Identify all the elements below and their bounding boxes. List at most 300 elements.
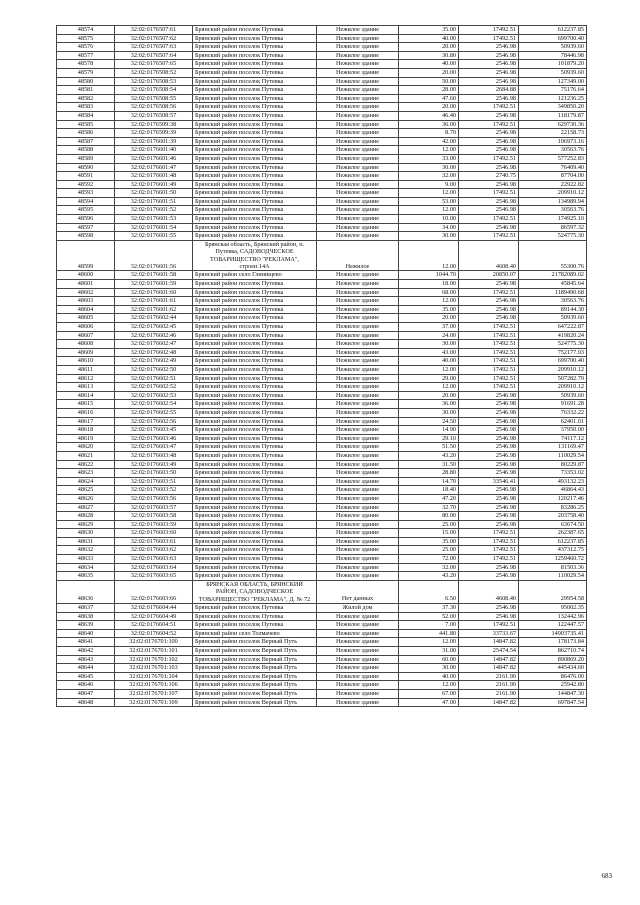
- area-cell: 67.00: [399, 690, 459, 699]
- table-row: [57, 120, 587, 129]
- table-row: [57, 240, 587, 271]
- cadastral-number-cell: 32:02:0176509:39: [115, 129, 193, 138]
- table-row: [57, 494, 587, 503]
- cadastral-value-cell: 524775.30: [519, 340, 587, 349]
- cadastral-number-cell: 32:02:0176604:44: [115, 604, 193, 613]
- table-row: [57, 391, 587, 400]
- object-type-cell: Нежилое здание: [317, 206, 399, 215]
- area-cell: 32.00: [399, 172, 459, 181]
- table-row: [57, 172, 587, 181]
- cadastral-value-cell: 30563.76: [519, 206, 587, 215]
- rate-cell: 17492.51: [459, 555, 519, 564]
- table-row: [57, 163, 587, 172]
- table-row: [57, 43, 587, 52]
- cadastral-number-cell: 32:02:0176602:54: [115, 400, 193, 409]
- row-number-cell: 48639: [57, 621, 115, 630]
- address-cell: Брянский район поселок Путевка: [193, 137, 317, 146]
- table-row: [57, 314, 587, 323]
- cadastral-value-cell: 131169.47: [519, 443, 587, 452]
- row-number-cell: 48595: [57, 206, 115, 215]
- cadastral-number-cell: 32:02:0176601:51: [115, 197, 193, 206]
- cadastral-number-cell: 32:02:0176701:100: [115, 638, 193, 647]
- address-cell: Брянский район поселок Путевка: [193, 400, 317, 409]
- cadastral-number-cell: 32:02:0176601:54: [115, 223, 193, 232]
- area-cell: 47.60: [399, 94, 459, 103]
- area-cell: 32.70: [399, 503, 459, 512]
- cadastral-number-cell: 32:02:0176507:65: [115, 60, 193, 69]
- area-cell: 34.00: [399, 223, 459, 232]
- cadastral-value-cell: 262387.65: [519, 529, 587, 538]
- address-cell: Брянский район поселок Верный Путь: [193, 690, 317, 699]
- rate-cell: 2546.98: [459, 612, 519, 621]
- rate-cell: 2546.98: [459, 314, 519, 323]
- row-number-cell: 48641: [57, 638, 115, 647]
- area-cell: 7.00: [399, 621, 459, 630]
- address-cell: Брянский район поселок Путевка: [193, 494, 317, 503]
- cadastral-value-cell: 524775.30: [519, 232, 587, 241]
- rate-cell: 17492.51: [459, 529, 519, 538]
- rate-cell: 2546.98: [459, 60, 519, 69]
- table-row: [57, 232, 587, 241]
- cadastral-number-cell: 32:02:0176601:52: [115, 206, 193, 215]
- row-number-cell: 48575: [57, 34, 115, 43]
- row-number-cell: 48621: [57, 451, 115, 460]
- area-cell: 72.00: [399, 555, 459, 564]
- area-cell: 37.00: [399, 323, 459, 332]
- rate-cell: 2546.98: [459, 408, 519, 417]
- table-row: [57, 383, 587, 392]
- cadastral-number-cell: 32:02:0176508:55: [115, 94, 193, 103]
- table-row: [57, 655, 587, 664]
- cadastral-value-cell: 63674.50: [519, 520, 587, 529]
- row-number-cell: 48643: [57, 655, 115, 664]
- object-type-cell: Нежилое здание: [317, 232, 399, 241]
- cadastral-value-cell: 37950.00: [519, 426, 587, 435]
- table-row: [57, 400, 587, 409]
- area-cell: 30.00: [399, 340, 459, 349]
- row-number-cell: 48599: [57, 240, 115, 271]
- rate-cell: 14847.82: [459, 655, 519, 664]
- cadastral-value-cell: 612237.85: [519, 537, 587, 546]
- table-row: [57, 572, 587, 581]
- table-row: [57, 146, 587, 155]
- address-cell: Брянский район поселок Путевка: [193, 197, 317, 206]
- cadastral-number-cell: 32:02:0176602:46: [115, 331, 193, 340]
- area-cell: 24.50: [399, 417, 459, 426]
- rate-cell: 2546.98: [459, 460, 519, 469]
- table-row: [57, 189, 587, 198]
- cadastral-value-cell: 122447.57: [519, 621, 587, 630]
- area-cell: 20.00: [399, 391, 459, 400]
- table-row: [57, 529, 587, 538]
- row-number-cell: 48576: [57, 43, 115, 52]
- table-row: [57, 223, 587, 232]
- rate-cell: 2546.98: [459, 391, 519, 400]
- area-cell: 40.00: [399, 34, 459, 43]
- area-cell: 24.00: [399, 331, 459, 340]
- rate-cell: 2546.98: [459, 494, 519, 503]
- cadastral-value-cell: 14903735.41: [519, 629, 587, 638]
- rate-cell: 33546.41: [459, 477, 519, 486]
- cadastral-number-cell: 32:02:0176602:45: [115, 323, 193, 332]
- rate-cell: 2546.98: [459, 197, 519, 206]
- cadastral-value-cell: 120217.46: [519, 494, 587, 503]
- rate-cell: 20850.07: [459, 271, 519, 280]
- rate-cell: 17492.51: [459, 366, 519, 375]
- rate-cell: 17492.51: [459, 340, 519, 349]
- object-type-cell: Нежилое здание: [317, 655, 399, 664]
- address-cell: Брянский район поселок Путевка: [193, 43, 317, 52]
- object-type-cell: Нежилое здание: [317, 486, 399, 495]
- address-cell: Брянский район поселок Путевка: [193, 555, 317, 564]
- cadastral-value-cell: 73353.02: [519, 469, 587, 478]
- cadastral-number-cell: 32:02:0176602:51: [115, 374, 193, 383]
- cadastral-value-cell: 45845.64: [519, 280, 587, 289]
- rate-cell: 17492.51: [459, 621, 519, 630]
- area-cell: 14.70: [399, 477, 459, 486]
- cadastral-number-cell: 32:02:0176508:57: [115, 111, 193, 120]
- row-number-cell: 48615: [57, 400, 115, 409]
- row-number-cell: 48624: [57, 477, 115, 486]
- cadastral-number-cell: 32:02:0176601:56: [115, 240, 193, 271]
- area-cell: 51.50: [399, 443, 459, 452]
- cadastral-value-cell: 78446.98: [519, 51, 587, 60]
- table-row: [57, 612, 587, 621]
- cadastral-value-cell: 127349.00: [519, 77, 587, 86]
- area-cell: 30.00: [399, 408, 459, 417]
- row-number-cell: 48603: [57, 297, 115, 306]
- cadastral-number-cell: 32:02:0176603:46: [115, 434, 193, 443]
- row-number-cell: 48627: [57, 503, 115, 512]
- table-row: [57, 60, 587, 69]
- area-cell: 50.00: [399, 77, 459, 86]
- cadastral-number-cell: 32:02:0176602:48: [115, 348, 193, 357]
- row-number-cell: 48635: [57, 572, 115, 581]
- area-cell: 43.20: [399, 451, 459, 460]
- cadastral-value-cell: 110029.54: [519, 572, 587, 581]
- rate-cell: 2546.98: [459, 400, 519, 409]
- address-cell: Брянский район поселок Путевка: [193, 408, 317, 417]
- area-cell: 20.00: [399, 103, 459, 112]
- cadastral-value-cell: 50939.60: [519, 68, 587, 77]
- rate-cell: 4608.40: [459, 580, 519, 603]
- cadastral-value-cell: 46864.43: [519, 486, 587, 495]
- address-cell: Брянский район поселок Путевка: [193, 443, 317, 452]
- table-row: [57, 366, 587, 375]
- area-cell: 29.10: [399, 434, 459, 443]
- area-cell: 25.00: [399, 546, 459, 555]
- table-row: [57, 297, 587, 306]
- object-type-cell: Нежилое здание: [317, 137, 399, 146]
- address-cell: Брянский район поселок Путевка: [193, 206, 317, 215]
- object-type-cell: Нежилое здание: [317, 629, 399, 638]
- cadastral-number-cell: 32:02:0176603:64: [115, 563, 193, 572]
- cadastral-value-cell: 50939.60: [519, 43, 587, 52]
- address-cell: Брянский район поселок Путевка: [193, 189, 317, 198]
- rate-cell: 2546.98: [459, 223, 519, 232]
- cadastral-number-cell: 32:02:0176603:52: [115, 486, 193, 495]
- row-number-cell: 48647: [57, 690, 115, 699]
- area-cell: 31.50: [399, 460, 459, 469]
- address-cell: Брянский район поселок Путевка: [193, 512, 317, 521]
- cadastral-value-cell: 178173.84: [519, 638, 587, 647]
- row-number-cell: 48616: [57, 408, 115, 417]
- cadastral-value-cell: 437312.75: [519, 546, 587, 555]
- cadastral-number-cell: 32:02:0176603:50: [115, 469, 193, 478]
- cadastral-number-cell: 32:02:0176601:47: [115, 163, 193, 172]
- cadastral-number-cell: 32:02:0176603:51: [115, 477, 193, 486]
- table-row: [57, 197, 587, 206]
- rate-cell: 2161.90: [459, 672, 519, 681]
- row-number-cell: 48581: [57, 86, 115, 95]
- rate-cell: 17492.51: [459, 546, 519, 555]
- cadastral-number-cell: 32:02:0176601:62: [115, 305, 193, 314]
- address-cell: Брянский район поселок Путевка: [193, 172, 317, 181]
- cadastral-number-cell: 32:02:0176601:50: [115, 189, 193, 198]
- object-type-cell: Нежилое здание: [317, 111, 399, 120]
- area-cell: 28.00: [399, 86, 459, 95]
- row-number-cell: 48645: [57, 672, 115, 681]
- cadastral-value-cell: 86476.00: [519, 672, 587, 681]
- row-number-cell: 48594: [57, 197, 115, 206]
- table-row: [57, 417, 587, 426]
- row-number-cell: 48587: [57, 137, 115, 146]
- page-number: 683: [601, 872, 612, 880]
- address-cell: Брянский район поселок Путевка: [193, 604, 317, 613]
- object-type-cell: Нежилое здание: [317, 400, 399, 409]
- rate-cell: 2546.98: [459, 43, 519, 52]
- cadastral-number-cell: 32:02:0176508:54: [115, 86, 193, 95]
- rate-cell: 2546.98: [459, 434, 519, 443]
- row-number-cell: 48638: [57, 612, 115, 621]
- rate-cell: 2546.98: [459, 572, 519, 581]
- rate-cell: 33733.67: [459, 629, 519, 638]
- rate-cell: 17492.51: [459, 383, 519, 392]
- area-cell: 80.00: [399, 512, 459, 521]
- rate-cell: 17492.51: [459, 288, 519, 297]
- table-row: [57, 305, 587, 314]
- cadastral-number-cell: 32:02:0176701:106: [115, 681, 193, 690]
- object-type-cell: Нежилое здание: [317, 86, 399, 95]
- row-number-cell: 48631: [57, 537, 115, 546]
- rate-cell: 2546.98: [459, 68, 519, 77]
- row-number-cell: 48633: [57, 555, 115, 564]
- area-cell: 36.00: [399, 400, 459, 409]
- area-cell: 35.00: [399, 26, 459, 35]
- rate-cell: 17492.51: [459, 215, 519, 224]
- rate-cell: 2546.98: [459, 426, 519, 435]
- object-type-cell: Нежилое здание: [317, 638, 399, 647]
- rate-cell: 4608.40: [459, 240, 519, 271]
- area-cell: 10.00: [399, 215, 459, 224]
- object-type-cell: Нежилое здание: [317, 572, 399, 581]
- row-number-cell: 48593: [57, 189, 115, 198]
- table-row: [57, 86, 587, 95]
- cadastral-value-cell: 22922.82: [519, 180, 587, 189]
- rate-cell: 17492.51: [459, 189, 519, 198]
- address-cell: Брянский район поселок Путевка: [193, 94, 317, 103]
- cadastral-number-cell: 32:02:0176603:63: [115, 555, 193, 564]
- address-cell: Брянский район поселок Путевка: [193, 297, 317, 306]
- cadastral-value-cell: 209910.12: [519, 383, 587, 392]
- address-cell: Брянский район поселок Путевка: [193, 391, 317, 400]
- cadastral-value-cell: 132442.96: [519, 612, 587, 621]
- address-cell: Брянский район поселок Путевка: [193, 280, 317, 289]
- address-cell: Брянский район поселок Верный Путь: [193, 681, 317, 690]
- cadastral-value-cell: 349850.20: [519, 103, 587, 112]
- row-number-cell: 48644: [57, 664, 115, 673]
- area-cell: 33.00: [399, 154, 459, 163]
- area-cell: 30.00: [399, 664, 459, 673]
- cadastral-number-cell: 32:02:0176701:102: [115, 655, 193, 664]
- table-row: [57, 621, 587, 630]
- row-number-cell: 48614: [57, 391, 115, 400]
- object-type-cell: Нежилое здание: [317, 512, 399, 521]
- cadastral-number-cell: 32:02:0176602:47: [115, 340, 193, 349]
- object-type-cell: Нежилое здание: [317, 417, 399, 426]
- object-type-cell: Нежилое здание: [317, 426, 399, 435]
- cadastral-value-cell: 419820.24: [519, 331, 587, 340]
- object-type-cell: Нежилое здание: [317, 340, 399, 349]
- table-row: [57, 681, 587, 690]
- address-cell: Брянский район поселок Путевка: [193, 460, 317, 469]
- cadastral-number-cell: 32:02:0176602:49: [115, 357, 193, 366]
- rate-cell: 17492.51: [459, 357, 519, 366]
- cadastral-value-cell: 507282.79: [519, 374, 587, 383]
- row-number-cell: 48579: [57, 68, 115, 77]
- area-cell: 68.00: [399, 288, 459, 297]
- table-row: [57, 94, 587, 103]
- row-number-cell: 48604: [57, 305, 115, 314]
- table-row: [57, 426, 587, 435]
- address-cell: Брянский район поселок Путевка: [193, 51, 317, 60]
- cadastral-number-cell: 32:02:0176701:104: [115, 672, 193, 681]
- address-cell: Брянский район поселок Верный Путь: [193, 655, 317, 664]
- cadastral-value-cell: 76409.40: [519, 163, 587, 172]
- cadastral-value-cell: 21782089.02: [519, 271, 587, 280]
- rate-cell: 2546.98: [459, 280, 519, 289]
- row-number-cell: 48623: [57, 469, 115, 478]
- address-cell: Брянский район поселок Путевка: [193, 215, 317, 224]
- table-row: [57, 68, 587, 77]
- cadastral-number-cell: 32:02:0176601:39: [115, 137, 193, 146]
- cadastral-value-cell: 50939.60: [519, 314, 587, 323]
- table-row: [57, 537, 587, 546]
- cadastral-value-cell: 87704.00: [519, 172, 587, 181]
- area-cell: 8.70: [399, 129, 459, 138]
- area-cell: 25.00: [399, 520, 459, 529]
- cadastral-number-cell: 32:02:0176507:62: [115, 34, 193, 43]
- cadastral-number-cell: 32:02:0176603:66: [115, 580, 193, 603]
- row-number-cell: 48602: [57, 288, 115, 297]
- address-cell: Брянский район поселок Путевка: [193, 503, 317, 512]
- rate-cell: 17492.51: [459, 232, 519, 241]
- cadastral-number-cell: 32:02:0176601:59: [115, 280, 193, 289]
- area-cell: 20.00: [399, 314, 459, 323]
- row-number-cell: 48617: [57, 417, 115, 426]
- rate-cell: 17492.51: [459, 374, 519, 383]
- rate-cell: 2546.98: [459, 163, 519, 172]
- address-cell: Брянский район поселок Путевка: [193, 612, 317, 621]
- area-cell: 29.00: [399, 374, 459, 383]
- object-type-cell: Нежилое здание: [317, 469, 399, 478]
- address-cell: Брянский район поселок Путевка: [193, 434, 317, 443]
- cadastral-value-cell: 209910.12: [519, 189, 587, 198]
- address-cell: Брянский район поселок Путевка: [193, 340, 317, 349]
- rate-cell: 17492.51: [459, 154, 519, 163]
- area-cell: 53.00: [399, 197, 459, 206]
- address-cell: Брянский район поселок Путевка: [193, 546, 317, 555]
- table-row: [57, 340, 587, 349]
- area-cell: 37.30: [399, 604, 459, 613]
- register-table: [56, 25, 587, 707]
- area-cell: 18.00: [399, 280, 459, 289]
- address-cell: Брянский район поселок Путевка: [193, 77, 317, 86]
- cadastral-value-cell: 76332.22: [519, 408, 587, 417]
- cadastral-value-cell: 699700.40: [519, 34, 587, 43]
- address-cell: Брянский район поселок Путевка: [193, 348, 317, 357]
- address-cell: Брянский район поселок Верный Путь: [193, 672, 317, 681]
- cadastral-number-cell: 32:02:0176603:45: [115, 426, 193, 435]
- table-row: [57, 154, 587, 163]
- cadastral-value-cell: 134989.94: [519, 197, 587, 206]
- row-number-cell: 48619: [57, 434, 115, 443]
- object-type-cell: Нежилое здание: [317, 366, 399, 375]
- row-number-cell: 48612: [57, 374, 115, 383]
- object-type-cell: Нежилое здание: [317, 357, 399, 366]
- table-row: [57, 580, 587, 603]
- row-number-cell: 48629: [57, 520, 115, 529]
- row-number-cell: 48625: [57, 486, 115, 495]
- table-row: [57, 288, 587, 297]
- rate-cell: 2546.98: [459, 305, 519, 314]
- row-number-cell: 48626: [57, 494, 115, 503]
- cadastral-value-cell: 144847.30: [519, 690, 587, 699]
- table-row: [57, 206, 587, 215]
- cadastral-value-cell: 612237.85: [519, 26, 587, 35]
- row-number-cell: 48592: [57, 180, 115, 189]
- table-row: [57, 503, 587, 512]
- table-row: [57, 647, 587, 656]
- rate-cell: 2546.98: [459, 94, 519, 103]
- object-type-cell: Нежилое здание: [317, 146, 399, 155]
- row-number-cell: 48591: [57, 172, 115, 181]
- address-cell: Брянский район поселок Путевка: [193, 426, 317, 435]
- row-number-cell: 48574: [57, 26, 115, 35]
- cadastral-number-cell: 32:02:0176604:49: [115, 612, 193, 621]
- object-type-cell: Нежилое здание: [317, 647, 399, 656]
- area-cell: 28.80: [399, 469, 459, 478]
- cadastral-number-cell: 32:02:0176601:58: [115, 271, 193, 280]
- object-type-cell: Нежилое здание: [317, 612, 399, 621]
- object-type-cell: Нежилое здание: [317, 129, 399, 138]
- address-cell: Брянский район поселок Путевка: [193, 520, 317, 529]
- object-type-cell: Нежилое здание: [317, 172, 399, 181]
- object-type-cell: Нежилое здание: [317, 520, 399, 529]
- cadastral-value-cell: 30563.76: [519, 146, 587, 155]
- address-cell: Брянский район поселок Путевка: [193, 357, 317, 366]
- cadastral-value-cell: 1259460.72: [519, 555, 587, 564]
- address-cell: Брянский район поселок Путевка: [193, 34, 317, 43]
- cadastral-value-cell: 862710.74: [519, 647, 587, 656]
- table-row: [57, 690, 587, 699]
- address-cell: Брянский район поселок Путевка: [193, 86, 317, 95]
- rate-cell: 2546.98: [459, 180, 519, 189]
- cadastral-number-cell: 32:02:0176603:49: [115, 460, 193, 469]
- object-type-cell: Нежилое здание: [317, 348, 399, 357]
- object-type-cell: Нежилое здание: [317, 672, 399, 681]
- table-row: [57, 512, 587, 521]
